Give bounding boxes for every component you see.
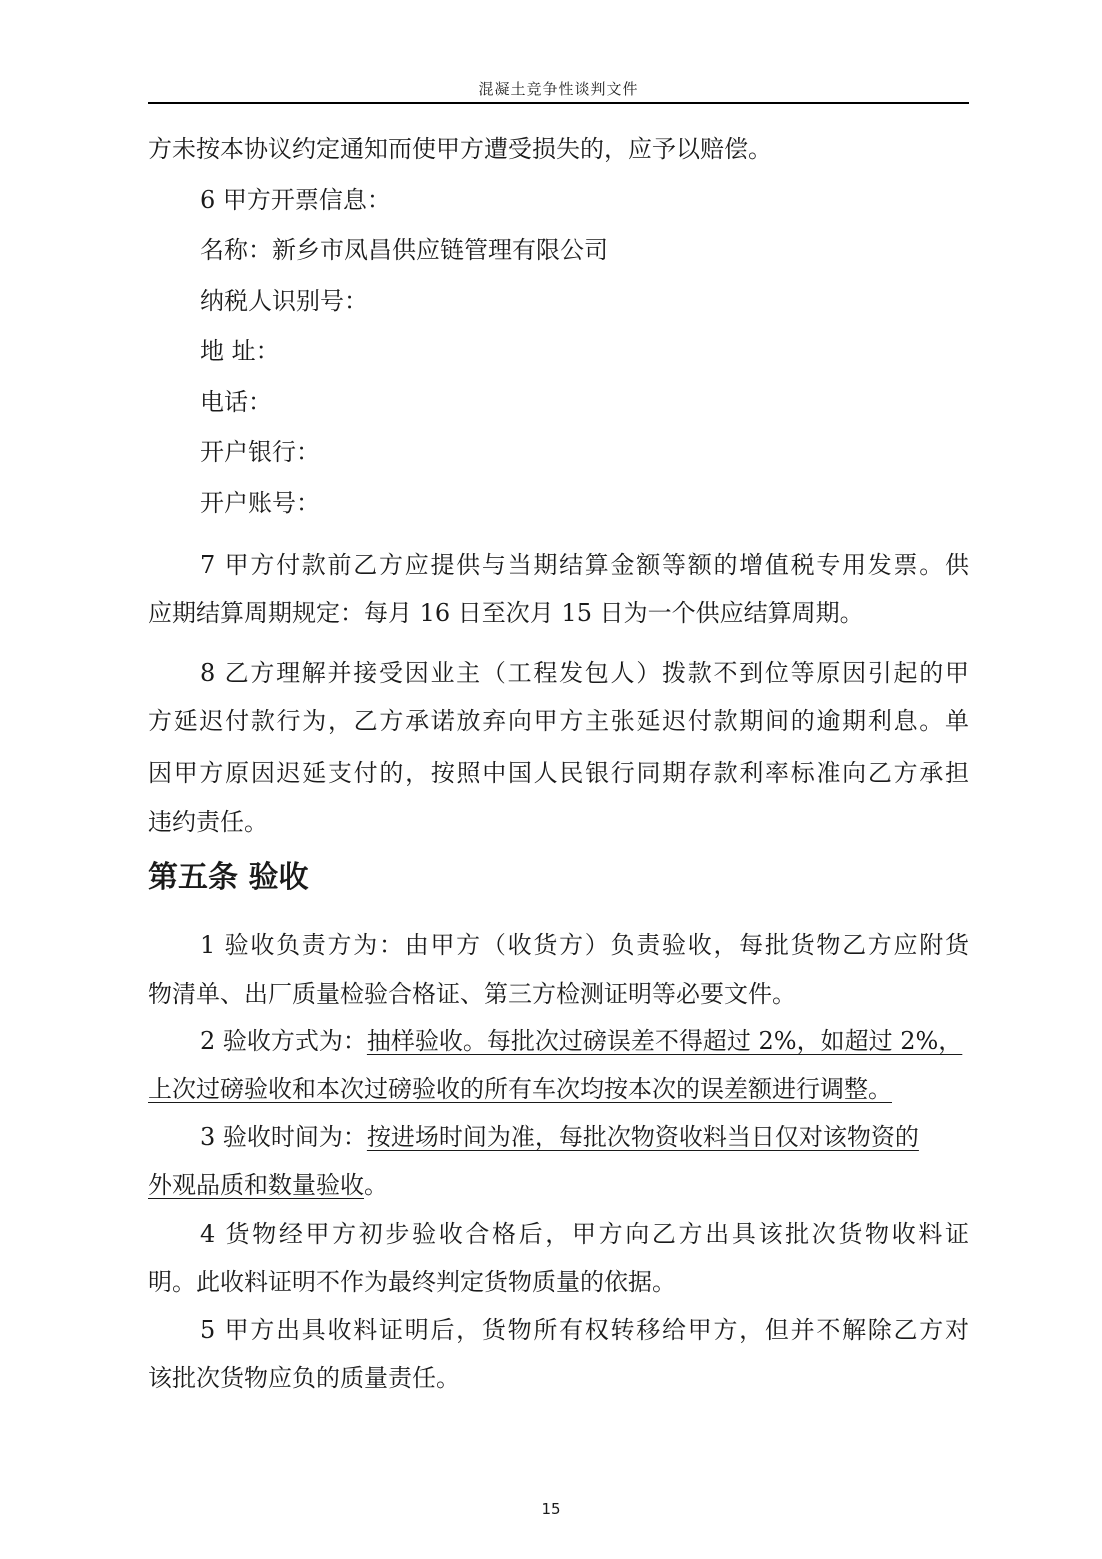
text-line: 物清单、出厂质量检验合格证、第三方检测证明等必要文件。 bbox=[148, 980, 796, 1008]
underlined-text: 上次过磅验收和本次过磅验收的所有车次均按本次的误差额进行调整。 bbox=[148, 1075, 892, 1103]
text-line: 因甲方原因迟延支付的，按照中国人民银行同期存款利率标准向乙方承担 bbox=[148, 759, 969, 787]
text-line bbox=[200, 1120, 969, 1154]
text-line: 方未按本协议约定通知而使甲方遭受损失的，应予以赔偿。 bbox=[148, 135, 772, 163]
text-line: 1 验收负责方为：由甲方（收货方）负责验收，每批货物乙方应附货 bbox=[200, 931, 969, 959]
document-header-title: 混凝土竞争性谈判文件 bbox=[478, 80, 639, 98]
page-number: 15 bbox=[541, 1500, 561, 1518]
text-plain: 。 bbox=[364, 1171, 388, 1199]
underlined-text: 按进场时间为准，每批次物资收料当日仅对该物资的 bbox=[366, 1123, 919, 1151]
text-line: 方延迟付款行为，乙方承诺放弃向甲方主张延迟付款期间的逾期利息。单 bbox=[148, 707, 969, 735]
text-line: 应期结算周期规定：每月 16 日至次月 15 日为一个供应结算周期。 bbox=[148, 599, 864, 627]
text-plain: 2 验收方式为： bbox=[200, 1027, 367, 1055]
text-line: 开户银行： bbox=[200, 438, 320, 466]
text-line: 该批次货物应负的质量责任。 bbox=[148, 1364, 460, 1392]
text-line: 违约责任。 bbox=[148, 808, 268, 836]
text-line: 开户账号： bbox=[200, 489, 320, 517]
text-line: 名称：新乡市凤昌供应链管理有限公司 bbox=[200, 236, 608, 264]
text-line: 纳税人识别号： bbox=[200, 287, 368, 315]
underlined-text: 抽样验收。每批次过磅误差不得超过 2%，如超过 2%， bbox=[366, 1027, 963, 1055]
section-heading: 第五条 验收 bbox=[148, 860, 309, 895]
underlined-text: 外观品质和数量验收 bbox=[148, 1171, 364, 1199]
text-line: 地 址： bbox=[200, 337, 280, 365]
text-line: 明。此收料证明不作为最终判定货物质量的依据。 bbox=[148, 1268, 676, 1296]
text-line: 4 货物经甲方初步验收合格后，甲方向乙方出具该批次货物收料证 bbox=[200, 1220, 969, 1248]
text-line: 电话： bbox=[200, 388, 272, 416]
header-rule bbox=[148, 102, 969, 104]
text-line: 8 乙方理解并接受因业主（工程发包人）拨款不到位等原因引起的甲 bbox=[200, 659, 969, 687]
text-line bbox=[148, 1072, 969, 1106]
text-line: 7 甲方付款前乙方应提供与当期结算金额等额的增值税专用发票。供 bbox=[200, 551, 969, 579]
text-line: 6 甲方开票信息： bbox=[200, 186, 391, 214]
text-line bbox=[200, 1024, 969, 1058]
text-line bbox=[148, 1168, 969, 1202]
text-line: 5 甲方出具收料证明后，货物所有权转移给甲方，但并不解除乙方对 bbox=[200, 1316, 969, 1344]
text-plain: 3 验收时间为： bbox=[200, 1123, 367, 1151]
